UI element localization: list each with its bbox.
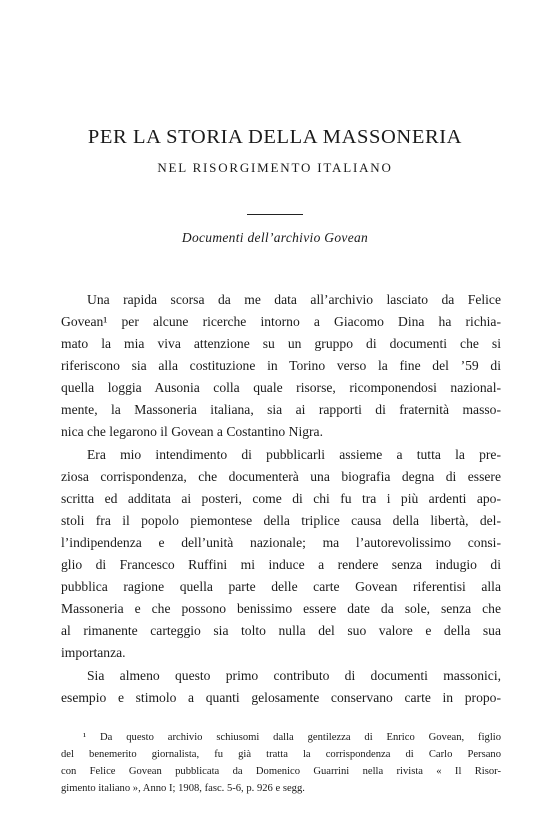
article-subtitle: NEL RISORGIMENTO ITALIANO [157,160,393,175]
body-line: glio di Francesco Ruffini mi induce a rendere senza indugio di [61,557,501,572]
body-line: l’indipendenza e dell’unità nazionale; ma l’autorevolissimo consi- [61,535,501,550]
body-line: Sia almeno questo primo contributo di documenti massonici, [87,668,501,683]
body-line: scritta ed additata ai posteri, come di chi fu tra i più ardenti apo- [61,491,501,506]
footnote-line: ¹ Da questo archivio schiusomi dalla gentilezza di Enrico Govean, figlio [83,732,501,743]
footnote-line: gimento italiano », Anno I; 1908, fasc. 5-6, p. 926 e segg. [61,783,305,794]
body-line: ziosa corrispondenza, che documenterà una biografia degna di essere [61,469,501,484]
article-title: PER LA STORIA DELLA MASSONERIA [87,126,463,148]
footnote-line: con Felice Govean pubblicata da Domenico Guarrini nella rivista « Il Risor- [61,766,501,777]
body-line: importanza. [61,645,126,660]
body-line: mente, la Massoneria italiana, sia ai rapporti di fraternità masso- [61,402,501,417]
body-line: nica che legarono il Govean a Costantino Nigra. [61,424,323,439]
body-line: pubblica ragione quella parte delle carte Govean riferentisi alla [61,579,501,594]
body-line: Govean¹ per alcune ricerche intorno a Giacomo Dina ha richia- [61,314,501,329]
body-line: al rimanente carteggio sia tolto nulla del suo valore e della sua [61,623,501,638]
body-line: Massoneria e che possono benissimo essere date da sole, senza che [61,601,501,616]
separator-rule [247,214,303,215]
body-line: mato la mia viva attenzione su un gruppo di documenti che si [61,336,501,351]
section-caption: Documenti dell’archivio Govean [181,230,369,245]
body-line: riferiscono sia alla costituzione in Torino verso la fine del ’59 di [61,358,501,373]
body-line: quella loggia Ausonia colla quale risorse, ricomponendosi nazional- [61,380,501,395]
body-line: Una rapida scorsa da me data all’archivio lasciato da Felice [87,292,501,307]
body-line: stoli fra il popolo piemontese della triplice causa della libertà, del- [61,513,501,528]
footnote-line: del benemerito giornalista, fu già tratta la corrispondenza di Carlo Persano [61,749,501,760]
body-line: esempio e stimolo a quanti gelosamente conservano carte in propo- [61,690,501,705]
body-line: Era mio intendimento di pubblicarli assieme a tutta la pre- [87,447,501,462]
